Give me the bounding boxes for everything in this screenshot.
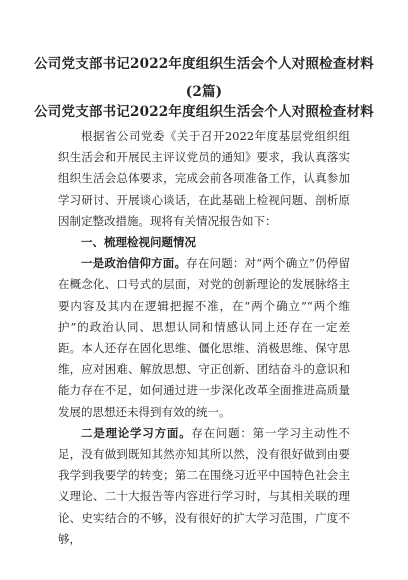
paragraph-political xyxy=(58,253,350,423)
section-heading: 一、梳理检视问题情况 xyxy=(81,235,196,250)
paragraph-text: 存在问题：对“两个确立”仍停留在概念化、口号式的层面，对党的创新理论的发展脉络主要内容及其内在逻辑把握不准，在“两个确立”“两个维护”的政治认同、思想认同和情感认同上还存在一定差距。本人还存在固化思维、僵化思维、消极思维、保守思维，应对困难、解放思想、守正创新、团结奋斗的意识和能力存在不足，如何通过进一步深化改革全面推进高质量发展的思想还未得到有效的统一。 xyxy=(58,256,350,419)
paragraph-text: 存在问题：第一学习主动性不足，没有做到既知其然亦知其所以然，没有很好做到由要我学到我要学的转变；第二在围绕习近平中国特色社会主义理论、二十大报告等内容进行学习时，与其相关联的理论、史实结合的不够，没有很好的扩大学习范围，广度不够， xyxy=(58,425,351,546)
paragraph-lead: 二是理论学习方面。 xyxy=(81,425,192,440)
intro-paragraph: 根据省公司党委《关于召开2022年度基层党组织组织生活会和开展民主评议党员的通知》要求，我认真落实组织生活会总体要求，完成会前各项准备工作，认真参加学习研讨、开展谈心谈话，在此基础上检视问题、剖析原因制定整改措施。现将有关情况报告如下： xyxy=(58,129,350,228)
section-title: 公司党支部书记2022年度组织生活会个人对照检查材料 xyxy=(34,104,374,120)
document-body xyxy=(58,126,350,550)
document-title: 公司党支部书记2022年度组织生活会个人对照检查材料 xyxy=(34,56,374,72)
paragraph-theory xyxy=(58,423,350,550)
document-subtitle: (2篇) xyxy=(185,84,223,100)
paragraph-lead: 一是政治信仰方面。 xyxy=(81,256,187,271)
